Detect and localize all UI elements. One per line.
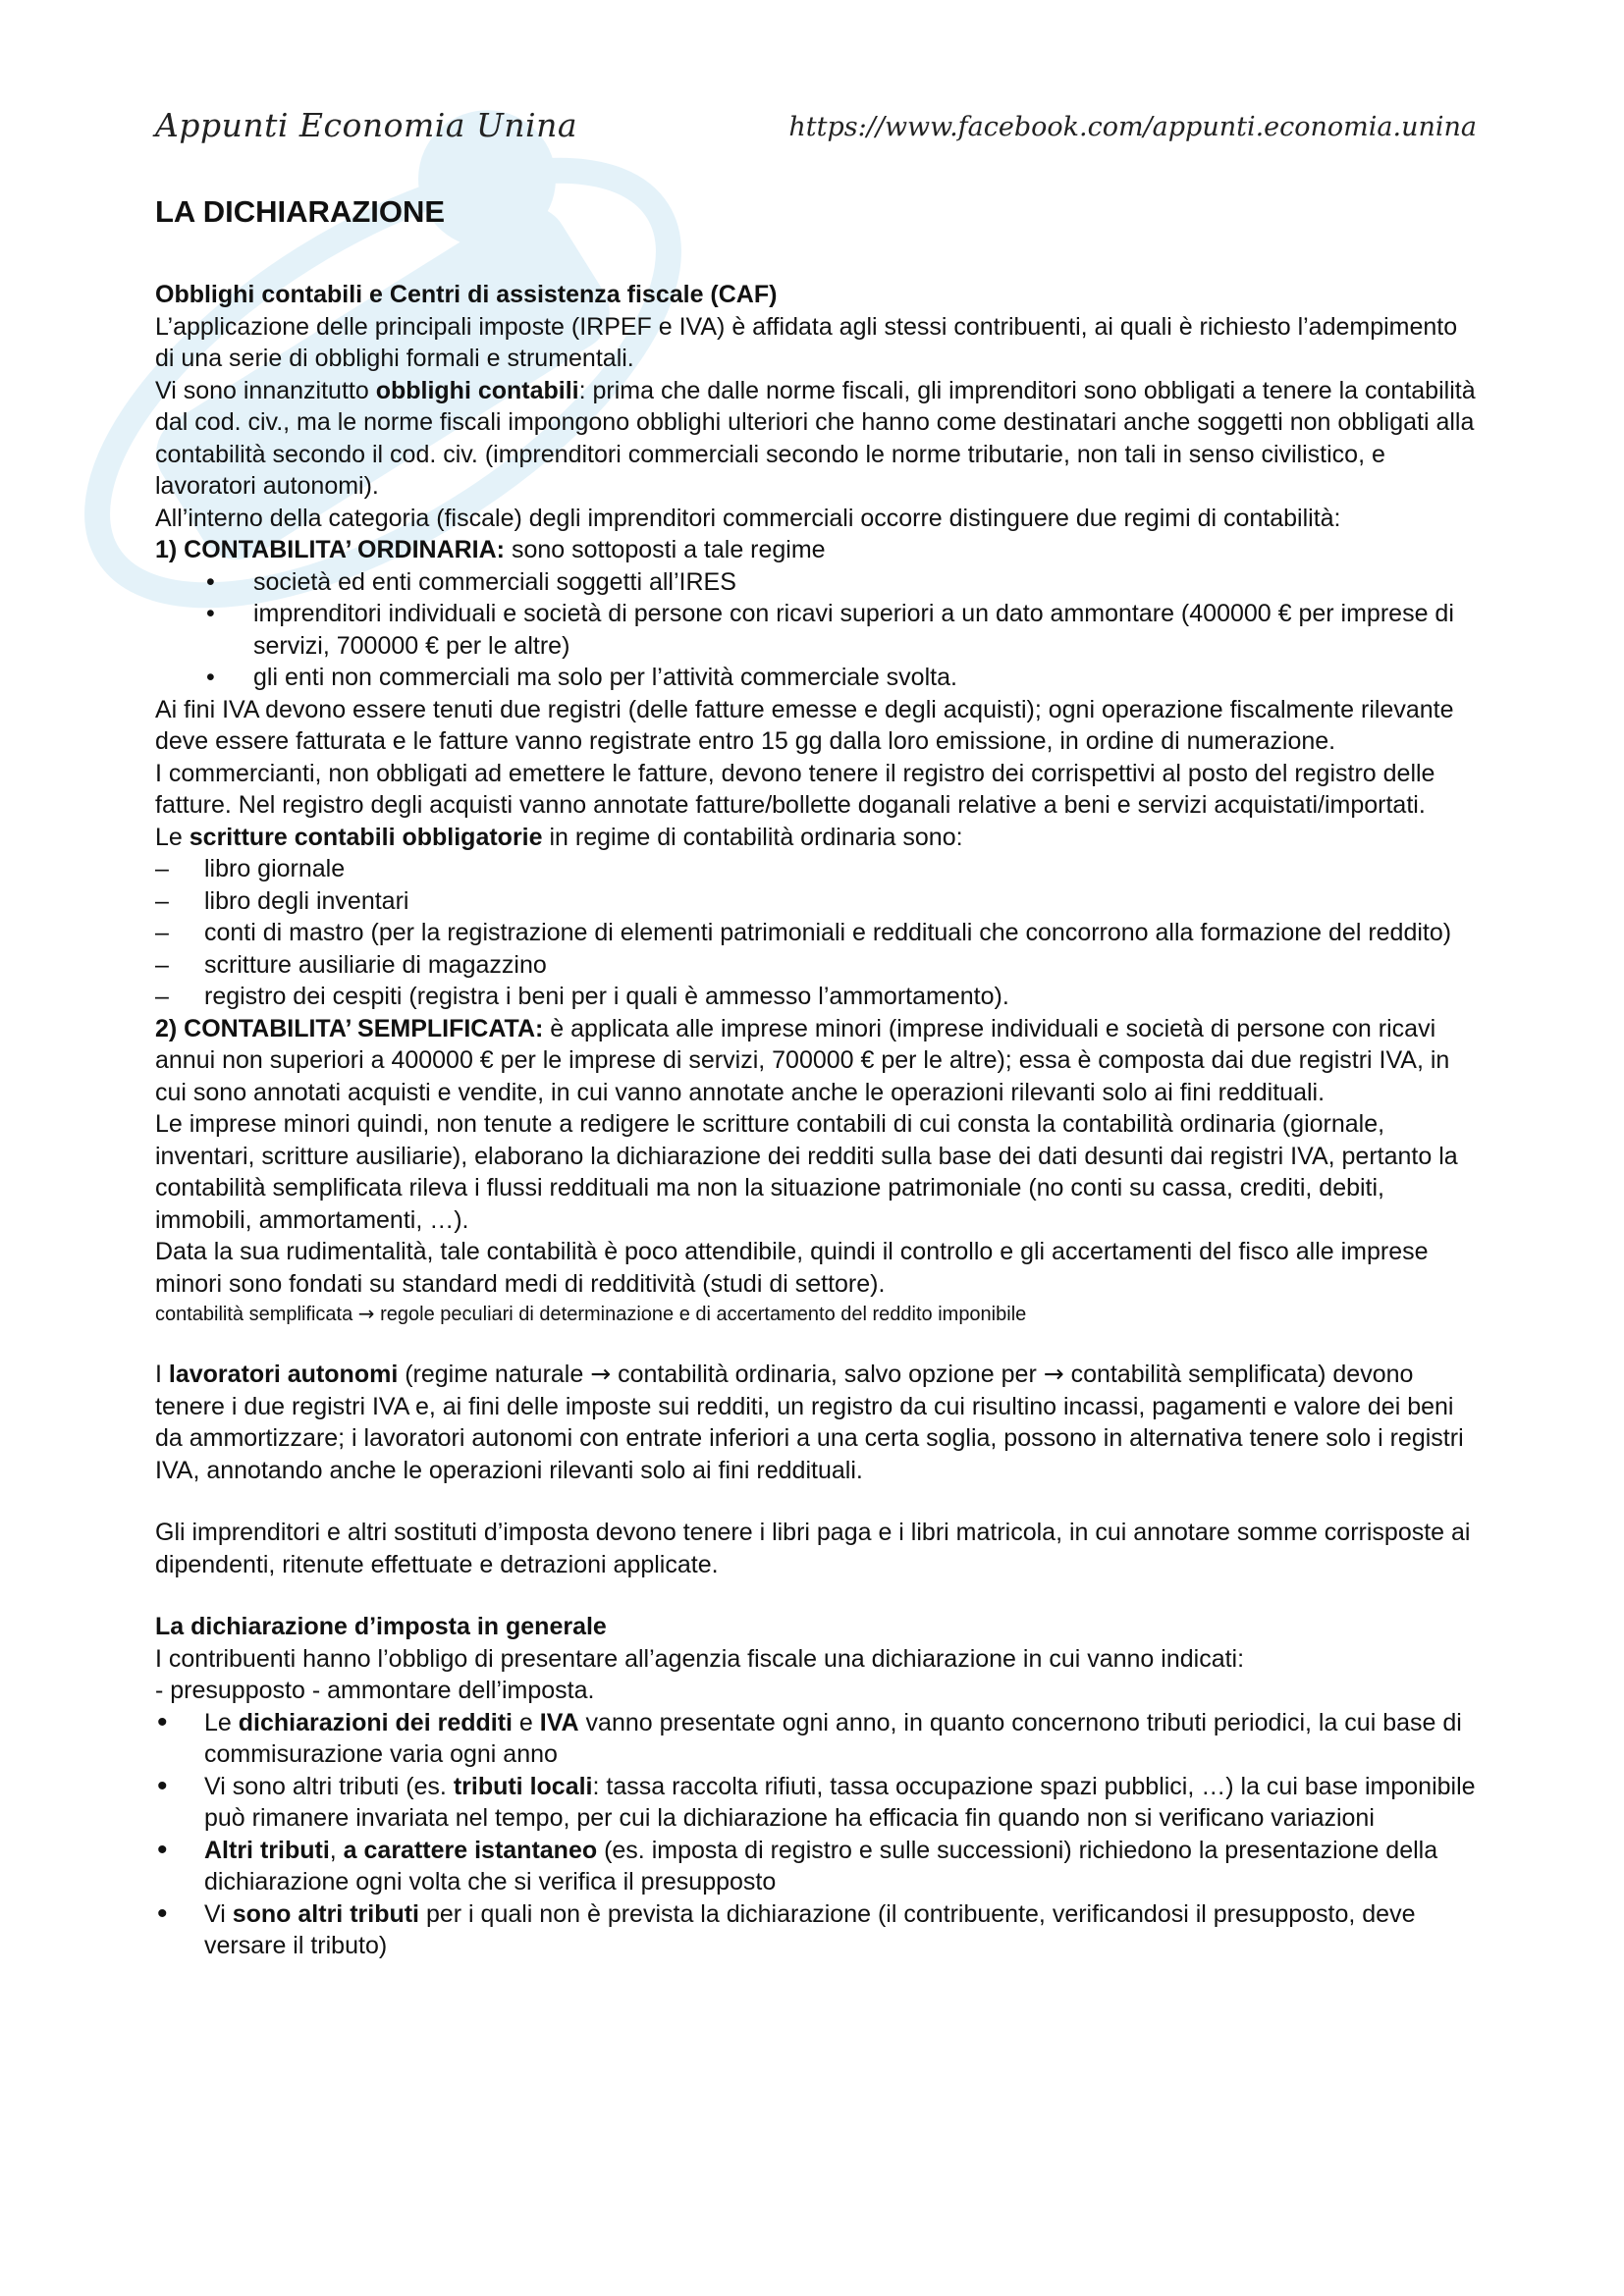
- document-body: [155, 192, 1483, 1962]
- section-heading: La dichiarazione d’imposta in generale: [155, 1613, 607, 1640]
- paragraph: - presupposto - ammontare dell’imposta.: [155, 1677, 595, 1704]
- list-item: • Le dichiarazioni dei redditi e IVA vanno presentate ogni anno, in quanto concernono tributi periodici, la cui base di commisurazione varia ogni anno: [155, 1707, 1483, 1771]
- bullet-list: [155, 566, 1483, 694]
- paragraph: Vi sono innanzitutto obblighi contabili: prima che dalle norme fiscali, gli imprenditori sono obbligati a tenere la contabilità dal cod. civ., ma le norme fiscali impongono obblighi ulteriori che hanno come destinatari anche soggetti non obbligati alla contabilità secondo il cod. civ. (imprenditori commerciali secondo le norme tributarie, non tali in senso civilistico, e lavoratori autonomi).: [155, 376, 1476, 500]
- bullet-list: [155, 1707, 1483, 1962]
- list-item: – libro giornale: [155, 853, 1483, 885]
- list-item: – libro degli inventari: [155, 885, 1483, 918]
- list-item: • Vi sono altri tributi per i quali non è prevista la dichiarazione (il contribuente, verificandosi il presupposto, deve versare il tributo): [155, 1898, 1483, 1962]
- paragraph: Ai fini IVA devono essere tenuti due registri (delle fatture emesse e degli acquisti); ogni operazione fiscalmente rilevante deve essere fatturata e le fatture vanno registrate entro 15 gg dalla loro emissione, in ordine di numerazione.: [155, 695, 1454, 755]
- list-item: • Altri tributi, a carattere istantaneo (es. imposta di registro e sulle successioni) richiedono la presentazione della dichiarazione ogni volta che si verifica il presupposto: [155, 1835, 1483, 1898]
- paragraph: 2) CONTABILITA’ SEMPLIFICATA: è applicata alle imprese minori (imprese individuali e società di persone con ricavi annui non superiori a 400000 € per le imprese di servizi, 700000 € per le altre); essa è composta dai due registri IVA, in cui sono annotati acquisti e vendite, in cui vanno annotate anche le operazioni rilevanti solo ai fini reddituali.: [155, 1014, 1450, 1106]
- list-item: – registro dei cespiti (registra i beni per i quali è ammesso l’ammortamento).: [155, 981, 1483, 1013]
- section-heading: Obblighi contabili e Centri di assistenza fiscale (CAF): [155, 281, 778, 308]
- list-item: – scritture ausiliarie di magazzino: [155, 949, 1483, 982]
- list-item: • imprenditori individuali e società di persone con ricavi superiori a un dato ammontare (400000 € per imprese di servizi, 700000 € per le altre): [155, 598, 1483, 662]
- arrow-right-icon: →: [1043, 1360, 1064, 1388]
- paragraph: All’interno della categoria (fiscale) degli imprenditori commerciali occorre distinguere due regimi di contabilità:: [155, 504, 1341, 532]
- paragraph: L’applicazione delle principali imposte (IRPEF e IVA) è affidata agli stessi contribuenti, ai quali è richiesto l’adempimento di una serie di obblighi formali e strumentali.: [155, 312, 1458, 372]
- paragraph: I contribuenti hanno l’obbligo di presentare all’agenzia fiscale una dichiarazione in cui vanno indicati:: [155, 1644, 1245, 1673]
- paragraph: 1) CONTABILITA’ ORDINARIA: sono sottoposti a tale regime: [155, 536, 826, 563]
- page-title: LA DICHIARAZIONE: [155, 194, 446, 229]
- list-item: • gli enti non commerciali ma solo per l’attività commerciale svolta.: [155, 662, 1483, 694]
- note-line: contabilità semplificata → regole peculiari di determinazione e di accertamento del reddito imponibile: [155, 1302, 1027, 1325]
- paragraph: I commercianti, non obbligati ad emettere le fatture, devono tenere il registro dei corrispettivi al posto del registro delle fatture. Nel registro degli acquisti vanno annotate fatture/bollette doganali relative a beni e servizi acquistati/importati.: [155, 759, 1435, 819]
- arrow-right-icon: →: [357, 1302, 375, 1325]
- list-item: • società ed enti commerciali soggetti all’IRES: [155, 566, 1483, 599]
- paragraph: Le imprese minori quindi, non tenute a redigere le scritture contabili di cui consta la contabilità ordinaria (giornale, inventari, scritture ausiliarie), elaborano la dichiarazione dei redditi sulla base dei dati desunti dai registri IVA, pertanto la contabilità semplificata rileva i flussi reddituali ma non la situazione patrimoniale (no conti su cassa, crediti, debiti, immobili, ammortamenti, …).: [155, 1110, 1458, 1234]
- list-item: – conti di mastro (per la registrazione di elementi patrimoniali e reddituali che concorrono alla formazione del reddito): [155, 917, 1483, 949]
- paragraph: Gli imprenditori e altri sostituti d’imposta devono tenere i libri paga e i libri matricola, in cui annotare somme corrisposte ai dipendenti, ritenute effettuate e detrazioni applicate.: [155, 1519, 1471, 1578]
- arrow-right-icon: →: [590, 1360, 612, 1388]
- header-left-text: Appunti Economia Unina: [155, 106, 578, 144]
- dash-list: [155, 853, 1483, 1013]
- list-item: • Vi sono altri tributi (es. tributi locali: tassa raccolta rifiuti, tassa occupazione spazi pubblici, …) la cui base imponibile può rimanere invariata nel tempo, per cui la dichiarazione ha efficacia fin quando non si verificano variazioni: [155, 1771, 1483, 1835]
- header-right-url[interactable]: https://www.facebook.com/appunti.economia.unina: [788, 112, 1477, 142]
- paragraph: Data la sua rudimentalità, tale contabilità è poco attendibile, quindi il controllo e gli accertamenti del fisco alle imprese minori sono fondati su standard medi di redditività (studi di settore).: [155, 1238, 1429, 1298]
- paragraph: Le scritture contabili obbligatorie in regime di contabilità ordinaria sono:: [155, 823, 963, 851]
- paragraph: I lavoratori autonomi (regime naturale → contabilità ordinaria, salvo opzione per → contabilità semplificata) devono tenere i due registri IVA e, ai fini delle imposte sui redditi, un registro da cui risultino incassi, pagamenti e valore dei beni da ammortizzare; i lavoratori autonomi con entrate inferiori a una certa soglia, possono in alternativa tenere solo i registri IVA, annotando anche le operazioni rilevanti solo ai fini reddituali.: [155, 1360, 1464, 1484]
